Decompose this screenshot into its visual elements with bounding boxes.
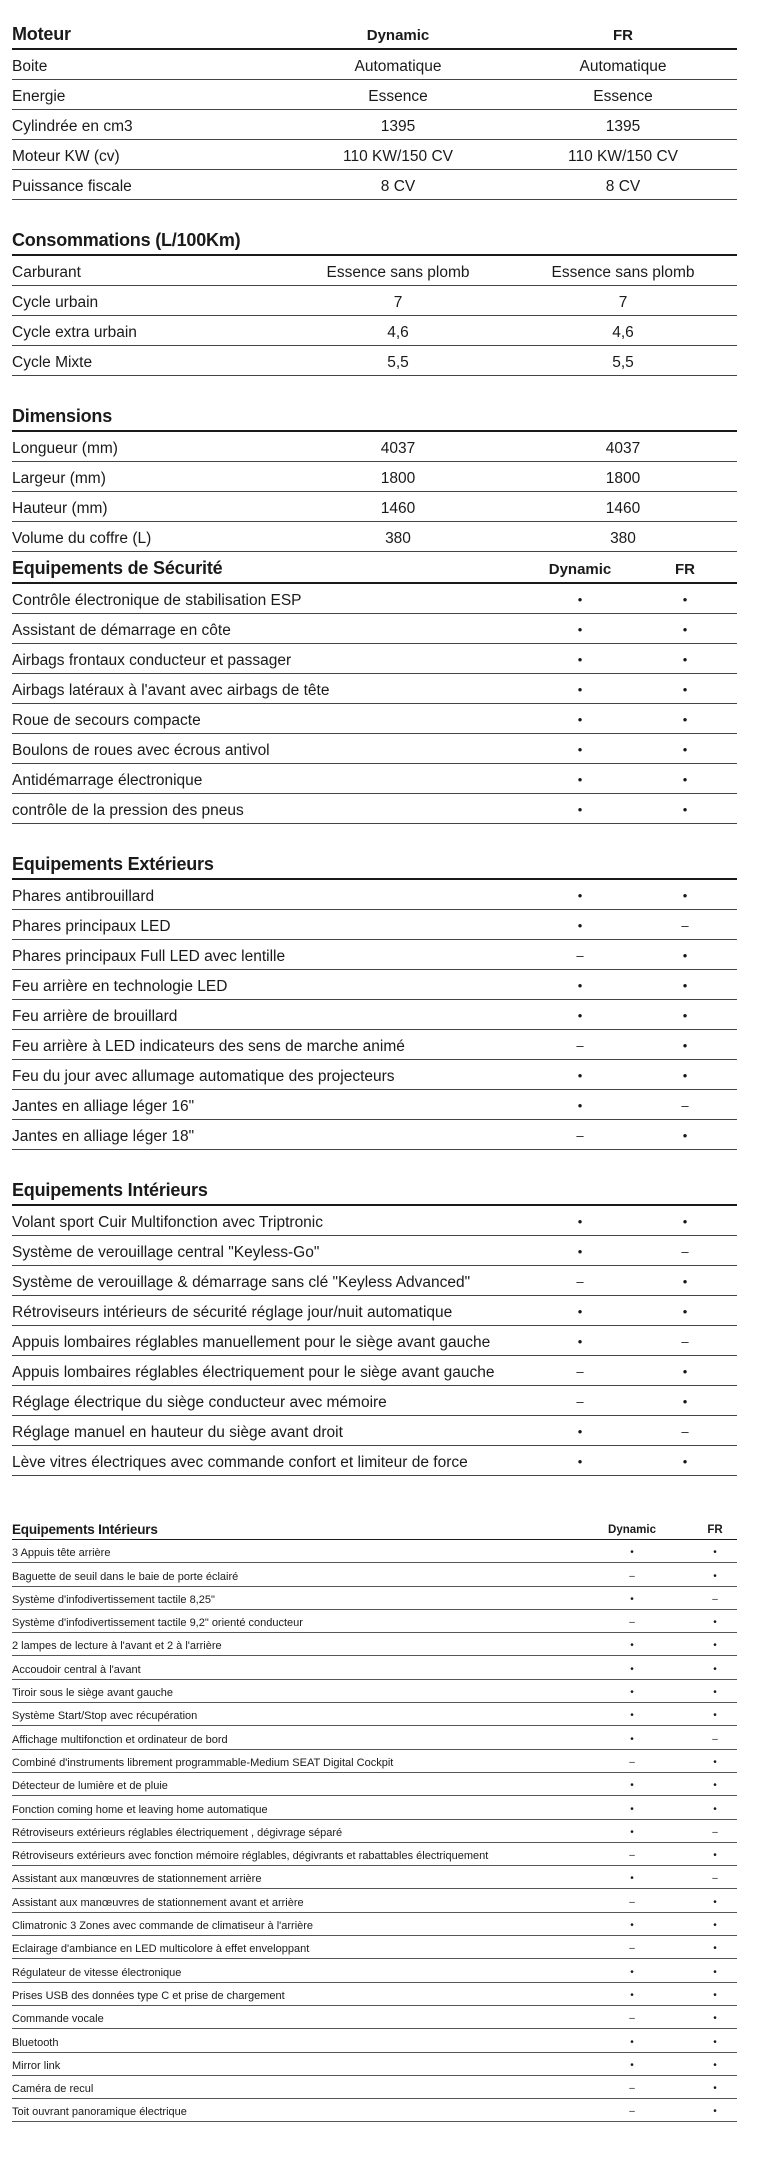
value-dynamic: • [577,742,583,757]
value-fr: • [682,592,688,607]
row-label: Appuis lombaires réglables manuellement pour le siège avant gauche [12,1334,491,1351]
value-fr: • [713,1966,717,1978]
value-fr: • [682,978,688,993]
table-row [12,674,737,704]
row-label: Jantes en alliage léger 18" [12,1128,195,1145]
row-label: Cycle extra urbain [12,324,137,341]
row-label: Régulateur de vitesse électronique [12,1966,182,1979]
section-title: Equipements Extérieurs [12,854,214,874]
value-fr: – [712,1733,718,1745]
value-dynamic: • [577,1214,583,1229]
row-label: Système de verouillage & démarrage sans clé "Keyless Advanced" [12,1274,471,1291]
section-header [12,556,737,584]
section-header [12,1518,737,1540]
value-dynamic: • [630,1640,634,1652]
value-dynamic: – [629,2013,635,2025]
row-label: Assistant aux manœuvres de stationnement avant et arrière [12,1896,304,1909]
column-header-dynamic: Dynamic [548,561,612,578]
value-dynamic: • [577,1454,583,1469]
section-title: Consommations (L/100Km) [12,230,241,250]
value-fr: • [713,1943,717,1955]
table-row [12,1703,737,1726]
value-fr: • [682,1454,688,1469]
value-fr: • [682,888,688,903]
value-dynamic: • [630,1547,634,1559]
table-row [12,1120,737,1150]
table-row [12,1030,737,1060]
value-dynamic: • [577,652,583,667]
value-dynamic: 4,6 [387,324,409,341]
value-fr: • [682,1304,688,1319]
row-label: Rétroviseurs extérieurs avec fonction mémoire réglables, dégivrants et rabattables électriquement [12,1850,489,1863]
table-row [12,940,737,970]
value-fr: – [712,1826,718,1838]
table-row [12,492,737,522]
table-row [12,1236,737,1266]
value-fr: • [713,1756,717,1768]
section-exterieurs [12,852,737,1150]
table-row [12,1750,737,1773]
table-row [12,1610,737,1633]
table-row [12,1983,737,2006]
value-dynamic: – [576,1364,584,1379]
value-fr: 4,6 [612,324,634,341]
value-dynamic: • [630,1989,634,2001]
row-label: Hauteur (mm) [12,500,108,517]
value-fr: 110 KW/150 CV [568,148,678,165]
value-fr: • [682,712,688,727]
value-dynamic: 380 [385,530,411,547]
value-fr: • [682,622,688,637]
table-row [12,1633,737,1656]
table-row [12,432,737,462]
table-row [12,880,737,910]
row-label: Puissance fiscale [12,178,132,195]
table-row [12,1587,737,1610]
row-label: 2 lampes de lecture à l'avant et 2 à l'arrière [12,1640,222,1653]
table-row [12,734,737,764]
column-header-fr: FR [613,27,633,44]
value-dynamic: • [630,1593,634,1605]
value-fr: – [712,1873,718,1885]
value-fr: • [682,742,688,757]
table-row [12,1060,737,1090]
table-row [12,764,737,794]
table-row [12,644,737,674]
value-dynamic: Essence sans plomb [326,264,470,281]
row-label: Boulons de roues avec écrous antivol [12,742,270,759]
table-row [12,140,737,170]
row-label: contrôle de la pression des pneus [12,802,244,819]
row-label: Climatronic 3 Zones avec commande de climatiseur à l'arrière [12,1920,314,1933]
table-row [12,584,737,614]
row-label: Feu arrière en technologie LED [12,978,228,995]
row-label: Volant sport Cuir Multifonction avec Triptronic [12,1214,323,1231]
table-row [12,704,737,734]
table-row [12,2006,737,2029]
table-row [12,1540,737,1563]
row-label: Système de verouillage central "Keyless-Go" [12,1244,320,1261]
value-fr: • [713,1896,717,1908]
row-label: Système Start/Stop avec récupération [12,1710,198,1723]
row-label: Rétroviseurs intérieurs de sécurité réglage jour/nuit automatique [12,1304,453,1321]
section-consommations [12,228,737,376]
value-dynamic: – [576,1394,584,1409]
value-fr: – [681,1244,689,1259]
section-title: Moteur [12,24,71,44]
value-fr: • [713,1687,717,1699]
table-row [12,1820,737,1843]
table-row [12,1090,737,1120]
value-dynamic: • [630,1873,634,1885]
value-fr: • [713,1547,717,1559]
table-row [12,1680,737,1703]
value-dynamic: • [577,1008,583,1023]
value-fr: • [682,682,688,697]
section-header [12,228,737,256]
value-dynamic: • [630,2059,634,2071]
table-row [12,1773,737,1796]
row-label: Lève vitres électriques avec commande confort et limiteur de force [12,1454,468,1471]
value-dynamic: • [577,888,583,903]
row-label: Réglage électrique du siège conducteur avec mémoire [12,1394,387,1411]
table-row [12,522,737,552]
section-title: Dimensions [12,406,113,426]
value-dynamic: 5,5 [387,354,409,371]
table-row [12,346,737,376]
row-label: Boite [12,58,48,75]
row-label: Jantes en alliage léger 16" [12,1098,195,1115]
section-header [12,1178,737,1206]
table-row [12,910,737,940]
value-dynamic: – [629,1617,635,1629]
table-row [12,1959,737,1982]
table-row [12,1913,737,1936]
value-fr: • [682,1394,688,1409]
table-row [12,1386,737,1416]
value-fr: • [682,1068,688,1083]
row-label: Prises USB des données type C et prise de chargement [12,1989,285,2002]
value-dynamic: – [629,2106,635,2118]
value-fr: 380 [610,530,636,547]
row-label: Système d'infodivertissement tactile 8,25" [12,1593,215,1606]
row-label: Affichage multifonction et ordinateur de bord [12,1733,228,1746]
table-row [12,1656,737,1679]
value-fr: • [713,2036,717,2048]
table-row [12,794,737,824]
value-dynamic: – [629,1896,635,1908]
value-fr: – [681,1334,689,1349]
value-dynamic: • [630,1826,634,1838]
value-fr: • [682,772,688,787]
row-label: Détecteur de lumière et de pluie [12,1780,168,1793]
value-dynamic: • [630,1710,634,1722]
section-dimensions [12,404,737,552]
section-moteur [12,22,737,200]
table-row [12,1266,737,1296]
column-header-fr: FR [675,561,695,578]
value-fr: • [682,1008,688,1023]
table-row [12,1326,737,1356]
value-dynamic: – [576,1274,584,1289]
section-securite [12,556,737,824]
value-dynamic: 1800 [380,470,416,487]
value-dynamic: • [577,622,583,637]
column-header-fr: FR [707,1524,723,1536]
row-label: Antidémarrage électronique [12,772,203,789]
value-fr: Automatique [579,58,667,75]
table-row [12,1726,737,1749]
value-fr: – [681,1424,689,1439]
table-row [12,170,737,200]
value-fr: • [682,652,688,667]
section-title: Equipements de Sécurité [12,558,223,578]
value-fr: – [681,1098,689,1113]
row-label: Commande vocale [12,2013,104,2026]
value-fr: • [682,948,688,963]
value-dynamic: 8 CV [380,178,416,195]
value-dynamic: • [630,1920,634,1932]
section-interieurs-detail [12,1518,737,2122]
value-dynamic: 1395 [380,118,416,135]
table-row [12,50,737,80]
table-row [12,970,737,1000]
value-fr: • [682,1364,688,1379]
section-header [12,852,737,880]
row-label: Assistant aux manœuvres de stationnement arrière [12,1873,262,1886]
value-dynamic: 4037 [380,440,416,457]
value-fr: 5,5 [612,354,634,371]
table-row [12,1563,737,1586]
table-row [12,1889,737,1912]
value-dynamic: • [630,1687,634,1699]
row-label: 3 Appuis tête arrière [12,1547,111,1560]
value-fr: • [713,2059,717,2071]
value-fr: – [712,1593,718,1605]
value-fr: Essence [593,88,653,105]
table-row [12,1206,737,1236]
row-label: Moteur KW (cv) [12,148,120,165]
value-fr: • [713,2013,717,2025]
value-dynamic: • [577,1244,583,1259]
value-fr: – [681,918,689,933]
table-row [12,1416,737,1446]
row-label: Cycle Mixte [12,354,93,371]
row-label: Volume du coffre (L) [12,530,152,547]
row-label: Energie [12,88,66,105]
value-dynamic: Automatique [354,58,442,75]
value-dynamic: • [577,1424,583,1439]
table-row [12,1796,737,1819]
value-dynamic: 7 [393,294,403,311]
value-dynamic: • [577,802,583,817]
row-label: Accoudoir central à l'avant [12,1663,141,1676]
row-label: Contrôle électronique de stabilisation ESP [12,592,302,609]
value-dynamic: – [629,1570,635,1582]
table-row [12,1356,737,1386]
value-dynamic: Essence [368,88,428,105]
row-label: Feu arrière de brouillard [12,1008,178,1025]
value-dynamic: • [630,1733,634,1745]
table-row [12,2029,737,2052]
value-dynamic: • [577,918,583,933]
row-label: Roue de secours compacte [12,712,201,729]
value-dynamic: • [630,1663,634,1675]
section-title: Equipements Intérieurs [12,1522,158,1537]
row-label: Longueur (mm) [12,440,118,457]
column-header-dynamic: Dynamic [366,27,430,44]
value-dynamic: • [577,1098,583,1113]
row-label: Phares principaux Full LED avec lentille [12,948,286,965]
table-row [12,286,737,316]
value-dynamic: • [577,1304,583,1319]
row-label: Combiné d'instruments librement programmable-Medium SEAT Digital Cockpit [12,1756,394,1769]
row-label: Airbags latéraux à l'avant avec airbags de tête [12,682,330,699]
row-label: Baguette de seuil dans le baie de porte éclairé [12,1570,239,1583]
value-dynamic: – [576,1128,584,1143]
value-dynamic: – [629,2083,635,2095]
row-label: Réglage manuel en hauteur du siège avant droit [12,1424,343,1441]
spec-sheet [12,22,737,2122]
row-label: Airbags frontaux conducteur et passager [12,652,292,669]
value-fr: • [713,1570,717,1582]
section-header [12,404,737,432]
row-label: Tiroir sous le siège avant gauche [12,1687,174,1700]
value-fr: • [713,1803,717,1815]
row-label: Cylindrée en cm3 [12,118,133,135]
row-label: Appuis lombaires réglables électriquement pour le siège avant gauche [12,1364,495,1381]
table-row [12,2053,737,2076]
row-label: Phares antibrouillard [12,888,155,905]
value-fr: 8 CV [605,178,641,195]
value-fr: • [713,1989,717,2001]
value-dynamic: • [577,978,583,993]
value-dynamic: • [577,1334,583,1349]
value-fr: • [682,1128,688,1143]
value-fr: • [713,1617,717,1629]
value-dynamic: 110 KW/150 CV [343,148,453,165]
table-row [12,1296,737,1326]
value-dynamic: – [576,948,584,963]
value-fr: • [713,1640,717,1652]
value-dynamic: – [629,1943,635,1955]
table-row [12,110,737,140]
table-row [12,1936,737,1959]
row-label: Toit ouvrant panoramique électrique [12,2106,187,2119]
value-dynamic: • [630,1780,634,1792]
value-fr: • [682,802,688,817]
value-dynamic: • [577,682,583,697]
table-row [12,1866,737,1889]
value-dynamic: • [630,1803,634,1815]
value-fr: 7 [618,294,628,311]
section-title: Equipements Intérieurs [12,1180,208,1200]
value-fr: 1460 [605,500,641,517]
table-row [12,1000,737,1030]
row-label: Bluetooth [12,2036,59,2049]
row-label: Assistant de démarrage en côte [12,622,231,639]
table-row [12,256,737,286]
value-fr: • [713,2106,717,2118]
value-fr: 4037 [605,440,641,457]
value-dynamic: – [576,1038,584,1053]
value-dynamic: • [577,772,583,787]
value-fr: • [713,1850,717,1862]
table-row [12,2076,737,2099]
column-header-dynamic: Dynamic [608,1524,656,1536]
value-dynamic: • [577,712,583,727]
table-row [12,614,737,644]
row-label: Phares principaux LED [12,918,171,935]
section-header [12,22,737,50]
value-fr: Essence sans plomb [551,264,695,281]
row-label: Carburant [12,264,81,281]
table-row [12,80,737,110]
table-row [12,1446,737,1476]
value-fr: 1395 [605,118,641,135]
value-dynamic: • [630,1966,634,1978]
row-label: Eclairage d'ambiance en LED multicolore à effet enveloppant [12,1943,310,1956]
value-fr: • [713,1920,717,1932]
value-fr: • [713,1710,717,1722]
value-fr: • [682,1274,688,1289]
value-dynamic: – [629,1756,635,1768]
value-fr: • [713,1780,717,1792]
value-dynamic: – [629,1850,635,1862]
value-fr: • [713,1663,717,1675]
row-label: Feu du jour avec allumage automatique des projecteurs [12,1068,395,1085]
row-label: Fonction coming home et leaving home automatique [12,1803,268,1816]
row-label: Mirror link [12,2059,61,2072]
table-row [12,462,737,492]
value-fr: • [682,1038,688,1053]
section-interieurs [12,1178,737,1476]
value-fr: 1800 [605,470,641,487]
row-label: Largeur (mm) [12,470,106,487]
row-label: Rétroviseurs extérieurs réglables électriquement , dégivrage séparé [12,1826,343,1839]
value-dynamic: • [630,2036,634,2048]
row-label: Caméra de recul [12,2083,94,2096]
row-label: Système d'infodivertissement tactile 9,2" orienté conducteur [12,1617,303,1630]
value-dynamic: • [577,1068,583,1083]
value-fr: • [682,1214,688,1229]
table-row [12,1843,737,1866]
table-row [12,316,737,346]
row-label: Feu arrière à LED indicateurs des sens de marche animé [12,1038,405,1055]
value-dynamic: • [577,592,583,607]
row-label: Cycle urbain [12,294,99,311]
value-dynamic: 1460 [380,500,416,517]
value-fr: • [713,2083,717,2095]
table-row [12,2099,737,2122]
